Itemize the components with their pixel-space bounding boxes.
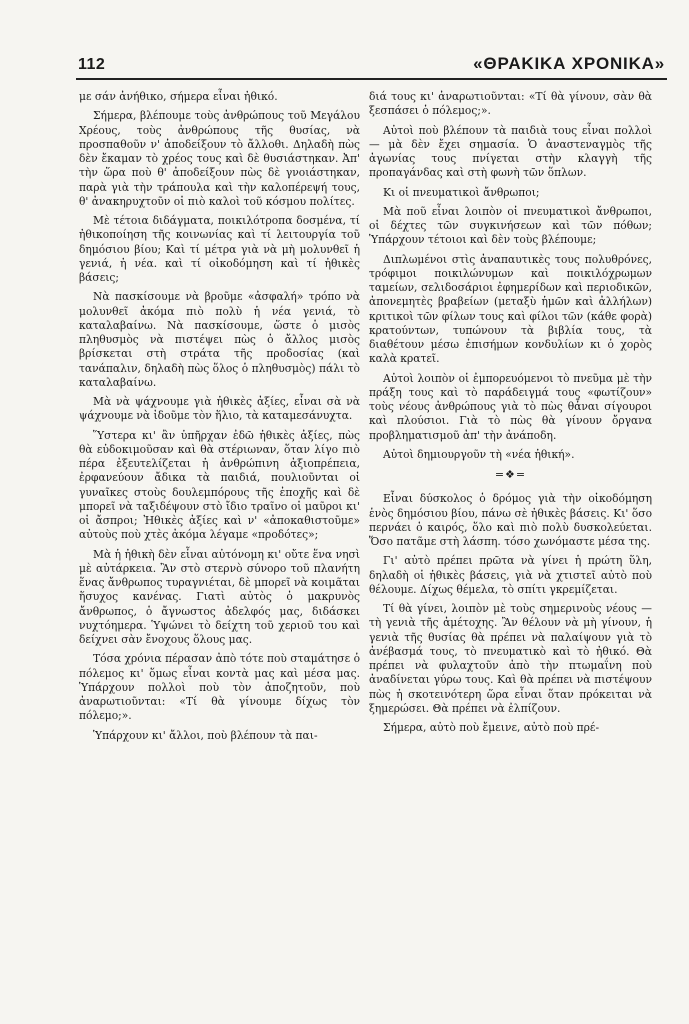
paragraph: με σάν ἀνήθικο, σήμερα εἶναι ἠθικό. [79, 90, 278, 103]
paragraph: Μὰ νὰ ψάχνουμε γιὰ ἠθικὲς ἀξίες, εἶναι σὰ νὰ ψάχνουμε νὰ ἰδοῦμε τὸν ἥλιο, τὰ καταμεσάνυχτα. [79, 395, 360, 423]
paragraph: Σήμερα, βλέπουμε τοὺς ἀνθρώπους τοῦ Μεγάλου Χρέους, τοὺς ἀνθρώπους τῆς θυσίας, νὰ προσπαθοῦν ν' ἀποδείξουν τὸ ἄλλοθι. Δηλαδὴ πὼς δὲν ἔκαμαν τὸ χρέος τους καὶ δὲ θυσιάστηκαν. Ἀπ' τὴν ὥρα ποὺ θ' ἀποδείξουν πὼς δὲ γνοιάστηκαν, παρὰ γιὰ τὴν τράπουλα καὶ τὴν καλοπέρεψή τους, θ' ἀνακηρυχτοῦν οἱ πιὸ καλοὶ τοῦ κόσμου πολίτες. [79, 109, 360, 208]
paragraph: Αὐτοὶ ποὺ βλέπουν τὰ παιδιὰ τους εἶναι πολλοὶ — μὰ δὲν ἔχει σημασία. Ὁ ἀναστεναγμὸς τῆς ἀγωνίας τους πνίγεται στὴν κλαγγὴ τῆς προπαγάνδας καὶ στὴ φωνὴ τῶν ὅπλων. [369, 123, 652, 180]
paragraph: Ὕστερα κι' ἂν ὑπῆρχαν ἐδῶ ἠθικὲς ἀξίες, πὼς θὰ εὐδοκιμοῦσαν καὶ θὰ στέριωναν, ὅταν λίγο πιὸ πέρα ἐξευτελίζεται ἡ ἀνθρώπινη ἀξιοπρέπεια, ἐρφανεύουν ἄδικα τὰ παιδιά, πουλιοῦνται οἱ γυναῖκες στοὺς δουλεμπόρους τῆς ἐποχῆς καὶ δὲ μπορεῖ νὰ ταξιδέψουν στὸ ἴδιο τραῖνο οἱ μαῦροι κι' οἱ ἄσπροι; Ἠθικὲς ἀξίες καὶ ν' «ἀποκαθιστοῦμε» αὐτοὺς ποὺ χτὲς ἀκόμα λέγαμε «προδότες»; [79, 428, 360, 542]
paragraph: Τί θὰ γίνει, λοιπὸν μὲ τοὺς σημερινοὺς νέους —τὴ γενιὰ τῆς ἀμέτοχης. Ἂν θέλουν νὰ μὴ γίνουν, ἡ γενιὰ τῆς θυσίας θὰ πρέπει νὰ παλαίψουν γιὰ τὸ ἀνέβασμά τους, τὸ πνευματικὸ καὶ τὸ ἠθικό. Θὰ πρέπει νὰ φυλαχτοῦν ἀπὸ τὴν πτωμαΐνη ποὺ ἀναδίνεται γύρω τους. Καὶ θὰ πρέπει νὰ πιστέψουν πὼς ἡ σκοτεινότερη ὥρα εἶναι ὅταν πρόκειται νὰ ξημερώσει. Θὰ πρέπει νὰ ἐλπίζουν. [369, 602, 652, 715]
paragraph: Κι οἱ πνευματικοὶ ἄνθρωποι; [383, 185, 540, 199]
paragraph: Εἶναι δύσκολος ὁ δρόμος γιὰ τὴν οἰκοδόμηση ἑνὸς δημόσιου βίου, πάνω σὲ ἠθικὲς βάσεις. Κι' ὅσο περνάει ὁ καιρός, ὅλο καὶ πιὸ πολὺ δυσκολεύεται. Ὅσο πατᾶμε στὴ λάσπη. τόσο χωνόμαστε μέσα της. [369, 492, 652, 548]
paragraph: Μὲ τέτοια διδάγματα, ποικιλότροπα δοσμένα, τί ἠθικοποίηση τῆς κοινωνίας καὶ τί λειτουργία τοῦ δημόσιου βίου; Καὶ τί μέτρα γιὰ νὰ μὴ μολυνθεῖ ἡ γενιά, ἡ νέα. καὶ τί οἰκοδόμηση καὶ τί ἠθικὲς βάσεις; [79, 214, 360, 284]
paragraph: Τόσα χρόνια πέρασαν ἀπὸ τότε ποὺ σταμάτησε ὁ πόλεμος κι' ὅμως εἶναι κοντὰ μας καὶ μέσα μας. Ὑπάρχουν πολλοὶ ποὺ τὸν ἀποζητοῦν, ποὺ ἀναρωτιοῦνται: «Τί θὰ γίνουμε δίχως τὸν πόλεμο;». [79, 652, 360, 723]
paragraph: Διπλωμένοι στὶς ἀναπαυτικὲς τους πολυθρόνες, τρόφιμοι ποικιλώνυμων καὶ ποικιλόχρωμων ταμείων, σελιδοσάριοι ἐφημερίδων καὶ περιοδικῶν, ἀπονεμητὲς βραβείων (μεταξὺ ἡμῶν καὶ ἀλλήλων) κριτικοὶ τῶν φίλων τους καὶ φίλοι τῶν (κάθε φορὰ) κρατούντων, τυπώνουν τὰ βιβλία τους, τὰ διαθέτουν μέσω ἐπισήμων κονδυλίων κι ὁ χορὸς καλὰ κρατεῖ. [369, 252, 652, 366]
page-header [78, 46, 665, 74]
paragraph: διά τους κι' ἀναρωτιοῦνται: «Τί θὰ γίνουν, σὰν θὰ ξεσπάσει ὁ πόλεμος;». [369, 90, 652, 118]
section-divider-ornament: =❖= [494, 468, 527, 481]
paragraph: Ὑπάρχουν κι' ἄλλοι, ποὺ βλέπουν τὰ παι- [93, 728, 318, 742]
paragraph: Μὰ ποῦ εἶναι λοιπὸν οἱ πνευματικοὶ ἄνθρωποι, οἱ δέχτες τῶν συγκινήσεων καὶ τῶν πόθων; Ὑπάρχουν τέτοιοι καὶ δὲν τοὺς βλέπουμε; [369, 204, 652, 247]
page-number: 112 [78, 56, 106, 73]
paragraph: Σήμερα, αὐτὸ ποὺ ἔμεινε, αὐτὸ ποὺ πρέ- [383, 721, 600, 734]
paragraph: Αὐτοὶ δημιουργοῦν τὴ «νέα ἠθική». [383, 447, 575, 461]
paragraph: Νὰ πασκίσουμε νὰ βροῦμε «ἀσφαλή» τρόπο νὰ μολυνθεῖ ἀκόμα πιὸ πολὺ ἡ νέα γενιά, τὸ καταλαβαίνω. Νὰ πασκίσουμε, ὥστε ὁ μισὸς πληθυσμὸς νὰ πιστέψει πὼς ὁ ἄλλος μισὸς βρίσκεται στὴ στράτα τῆς προδοσίας (καὶ τανάπαλιν, δηλαδὴ πὼς ὅλος ὁ πληθυσμὸς) πάλι τὸ καταλαβαίνω. [79, 290, 360, 389]
header-rule [76, 78, 667, 80]
paragraph: Αὐτοὶ λοιπὸν οἱ ἐμπορευόμενοι τὸ πνεῦμα μὲ τὴν πράξη τους καὶ τὸ παράδειγμά τους «φωτίζουν» τοὺς νέους ἀνθρώπους γιὰ τὸ πὼς θἆναι σίγουροι καὶ πλούσιοι. Γιὰ τὸ πὼς θὰ γίνουν ὄργανα προβληματισμοῦ ἀπ' τὴν ἀνάποδη. [369, 371, 652, 442]
running-title: «ΘΡΑΚΙΚΑ ΧΡΟΝΙΚΑ» [473, 54, 665, 73]
paragraph: Μὰ ἡ ἠθικὴ δὲν εἶναι αὐτόνομη κι' οὔτε ἕνα νησὶ μὲ αὐτάρκεια. Ἂν στὸ στερνὸ σύνορο τοῦ πλανήτη ἕνας ἄνθρωπος τυραγνιέται, δὲ μπορεῖ νὰ κοιμᾶται ἥσυχος κανένας. Γιατὶ αὐτὸς ὁ μακρυνὸς ἄνθρωπος, ὁ ἄγνωστος ἀδελφός μας, διδάσκει νυχτόημερα. Ὑψώνει τὸ δείχτη τοῦ χεριοῦ του καὶ δείχνει σὰν ἔνοχους ὅλους μας. [79, 547, 360, 646]
right-column [369, 90, 652, 740]
left-column [79, 90, 360, 748]
paragraph: Γι' αὐτὸ πρέπει πρῶτα νὰ γίνει ἡ πρώτη ὕλη, δηλαδὴ οἱ ἠθικὲς βάσεις, γιὰ νὰ χτιστεῖ αὐτὸ ποὺ θέλουμε. Δίχως θέμελα, τὸ σπίτι γκρεμίζεται. [369, 554, 652, 596]
